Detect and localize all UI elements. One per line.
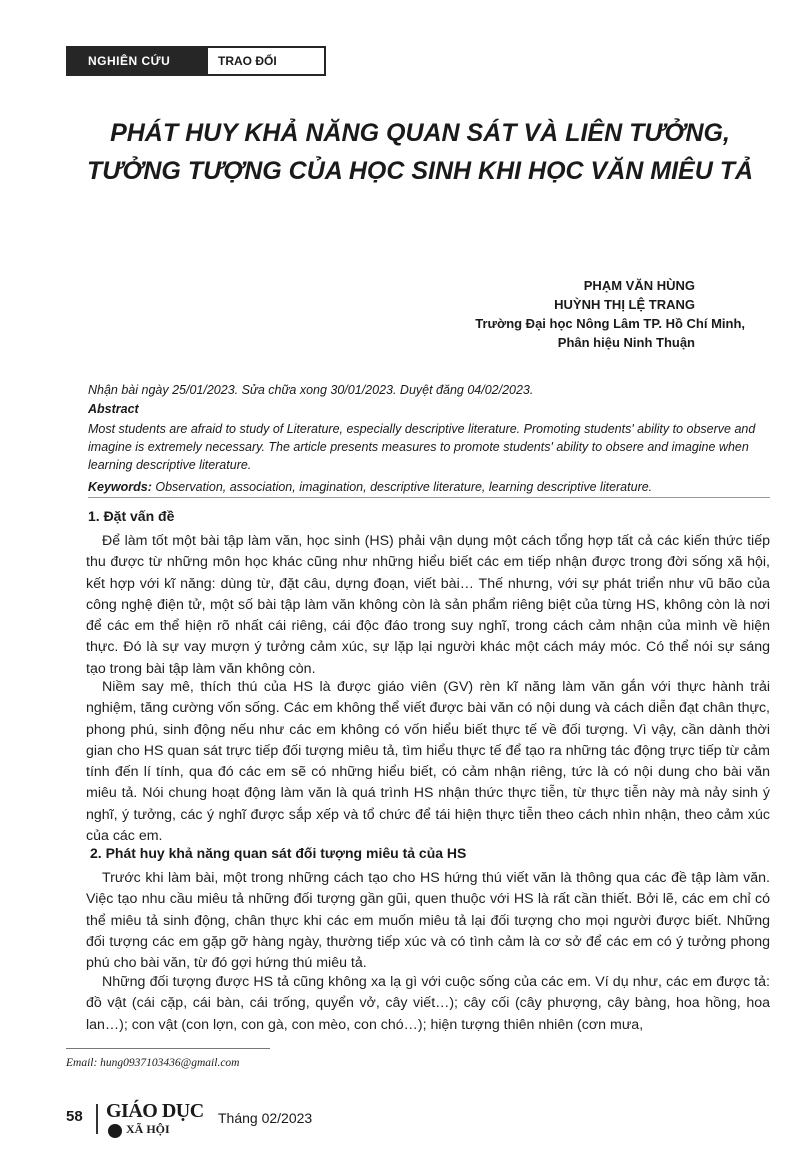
section-1-paragraph-2: Niềm say mê, thích thú của HS là được giáo viên (GV) rèn kĩ năng làm văn gắn với thực hành trải nghiệm, tăng cường vốn sống. Các em không thể viết được bài văn có nội dung và cách diễn đạt chân thực, phong phú, sinh động nếu như các em không có vốn hiểu biết thực tế về đối tượng. Vì vậy, cần dành thời gian cho HS quan sát trực tiếp đối tượng miêu tả, tìm hiểu thực tế để tạo ra những tác động trực tiếp từ cảm tính đến lí tính, qua đó các em sẽ có những hiểu biết, có cảm nhận riêng, tức là có nội dung cho bài văn miêu tả. Nói chung hoạt động làm văn là quá trình HS nhận thức thực tiễn, từ thực tiễn này mà nảy sinh ý nghĩ, ý tưởng, các ý nghĩ được sắp xếp và tổ chức để tái hiện thực tiễn theo cách nhìn nhận, theo cảm xúc của các em. [86,679,770,845]
abstract-heading: Abstract [88,402,139,416]
keywords-divider [88,497,770,498]
title-line-1: PHÁT HUY KHẢ NĂNG QUAN SÁT VÀ LIÊN TƯỞNG, [110,119,730,147]
journal-logo [106,1100,211,1140]
keywords [88,478,768,496]
logo-sub-text: XÃ HỘI [126,1122,170,1136]
author-email: Email: hung0937103436@gmail.com [66,1057,240,1069]
section-header [66,46,326,76]
page-number: 58 [66,1108,83,1125]
author-name-2: HUỲNH THỊ LỆ TRANG [554,297,695,312]
section-1-paragraph-1: Để làm tốt một bài tập làm văn, học sinh (HS) phải vận dụng một cách tổng hợp tất cả các kiến thức tiếp thu được từ những môn học khác cũng như những hiểu biết các em tiếp nhận được trong đời sống xã hội, kết hợp với kĩ năng: dùng từ, đặt câu, dựng đoạn, viết bài… Thế nhưng, với sự phát triển như vũ bão của công nghệ điện tử, một số bài tập làm văn không còn là sản phẩm riêng biệt của từng HS, không còn là nơi để các em thể hiện rõ nhất cái riêng, cái độc đáo trong suy nghĩ, trong cách cảm nhận của mình về hiện thực. Đó là sự vay mượn ý tưởng cảm xúc, sự lặp lại người khác một cách máy móc. Có thể nói sự sáng tạo trong bài tập làm văn không còn. [86,533,770,677]
section-2-paragraph-1: Trước khi làm bài, một trong những cách tạo cho HS hứng thú viết văn là thông qua các đề tập làm văn. Việc tạo nhu cầu miêu tả những đối tượng gần gũi, quen thuộc với HS là rất cần thiết. Bởi lẽ, các em chỉ có thể miêu tả sinh động, chân thực khi các em muốn miêu tả lại đối tượng cho mọi người được biết. Những đối tượng các em gặp gỡ hàng ngày, thường tiếp xúc và có tình cảm là cơ sở để các em có ý tưởng phong phú cho bài văn, từ đó gợi hứng thú miêu tả. [86,870,770,972]
keywords-text: Observation, association, imagination, descriptive literature, learning descriptive literature. [151,480,653,494]
footnote-divider [66,1048,270,1049]
section-label: NGHIÊN CỨU [66,46,206,76]
section-1-heading: 1. Đặt vấn đề [88,508,175,524]
section-2-heading: 2. Phát huy khả năng quan sát đối tượng miêu tả của HS [90,845,467,861]
author-branch: Phân hiệu Ninh Thuận [557,335,695,350]
issue-date: Tháng 02/2023 [218,1110,313,1126]
submission-dates: Nhận bài ngày 25/01/2023. Sửa chữa xong 30/01/2023. Duyệt đăng 04/02/2023. [88,383,534,397]
abstract-text: Most students are afraid to study of Literature, especially descriptive literature. Promoting students' ability to observe and imagine is extremely necessary. The article presents measures to promote students' ability to obsere and imagine when learning descriptive literature. [88,422,756,472]
keywords-label: Keywords: [88,480,152,494]
title-line-2: TƯỞNG TƯỢNG CỦA HỌC SINH KHI HỌC VĂN MIÊU TẢ [86,157,754,185]
footer-separator [96,1104,98,1134]
section-2-paragraph-2: Những đối tượng được HS tả cũng không xa lạ gì với cuộc sống của các em. Ví dụ như, các em được tả: đồ vật (cái cặp, cái bàn, cái trống, quyển vở, cây viết…); cây cối (cây phượng, cây bàng, hoa hồng, hoa lan…); con vật (con lợn, con gà, con mèo, con chó…); hiện tượng thiên nhiên (cơn mưa, [86,974,770,1033]
subsection-label: TRAO ĐỔI [206,46,326,76]
author-institution: Trường Đại học Nông Lâm TP. Hồ Chí Minh, [475,316,745,331]
logo-main-text: GIÁO DỤC [106,1100,204,1122]
article-title [70,114,770,190]
author-block [475,276,745,352]
author-name-1: PHẠM VĂN HÙNG [583,278,695,293]
logo-mark-icon [108,1124,122,1138]
